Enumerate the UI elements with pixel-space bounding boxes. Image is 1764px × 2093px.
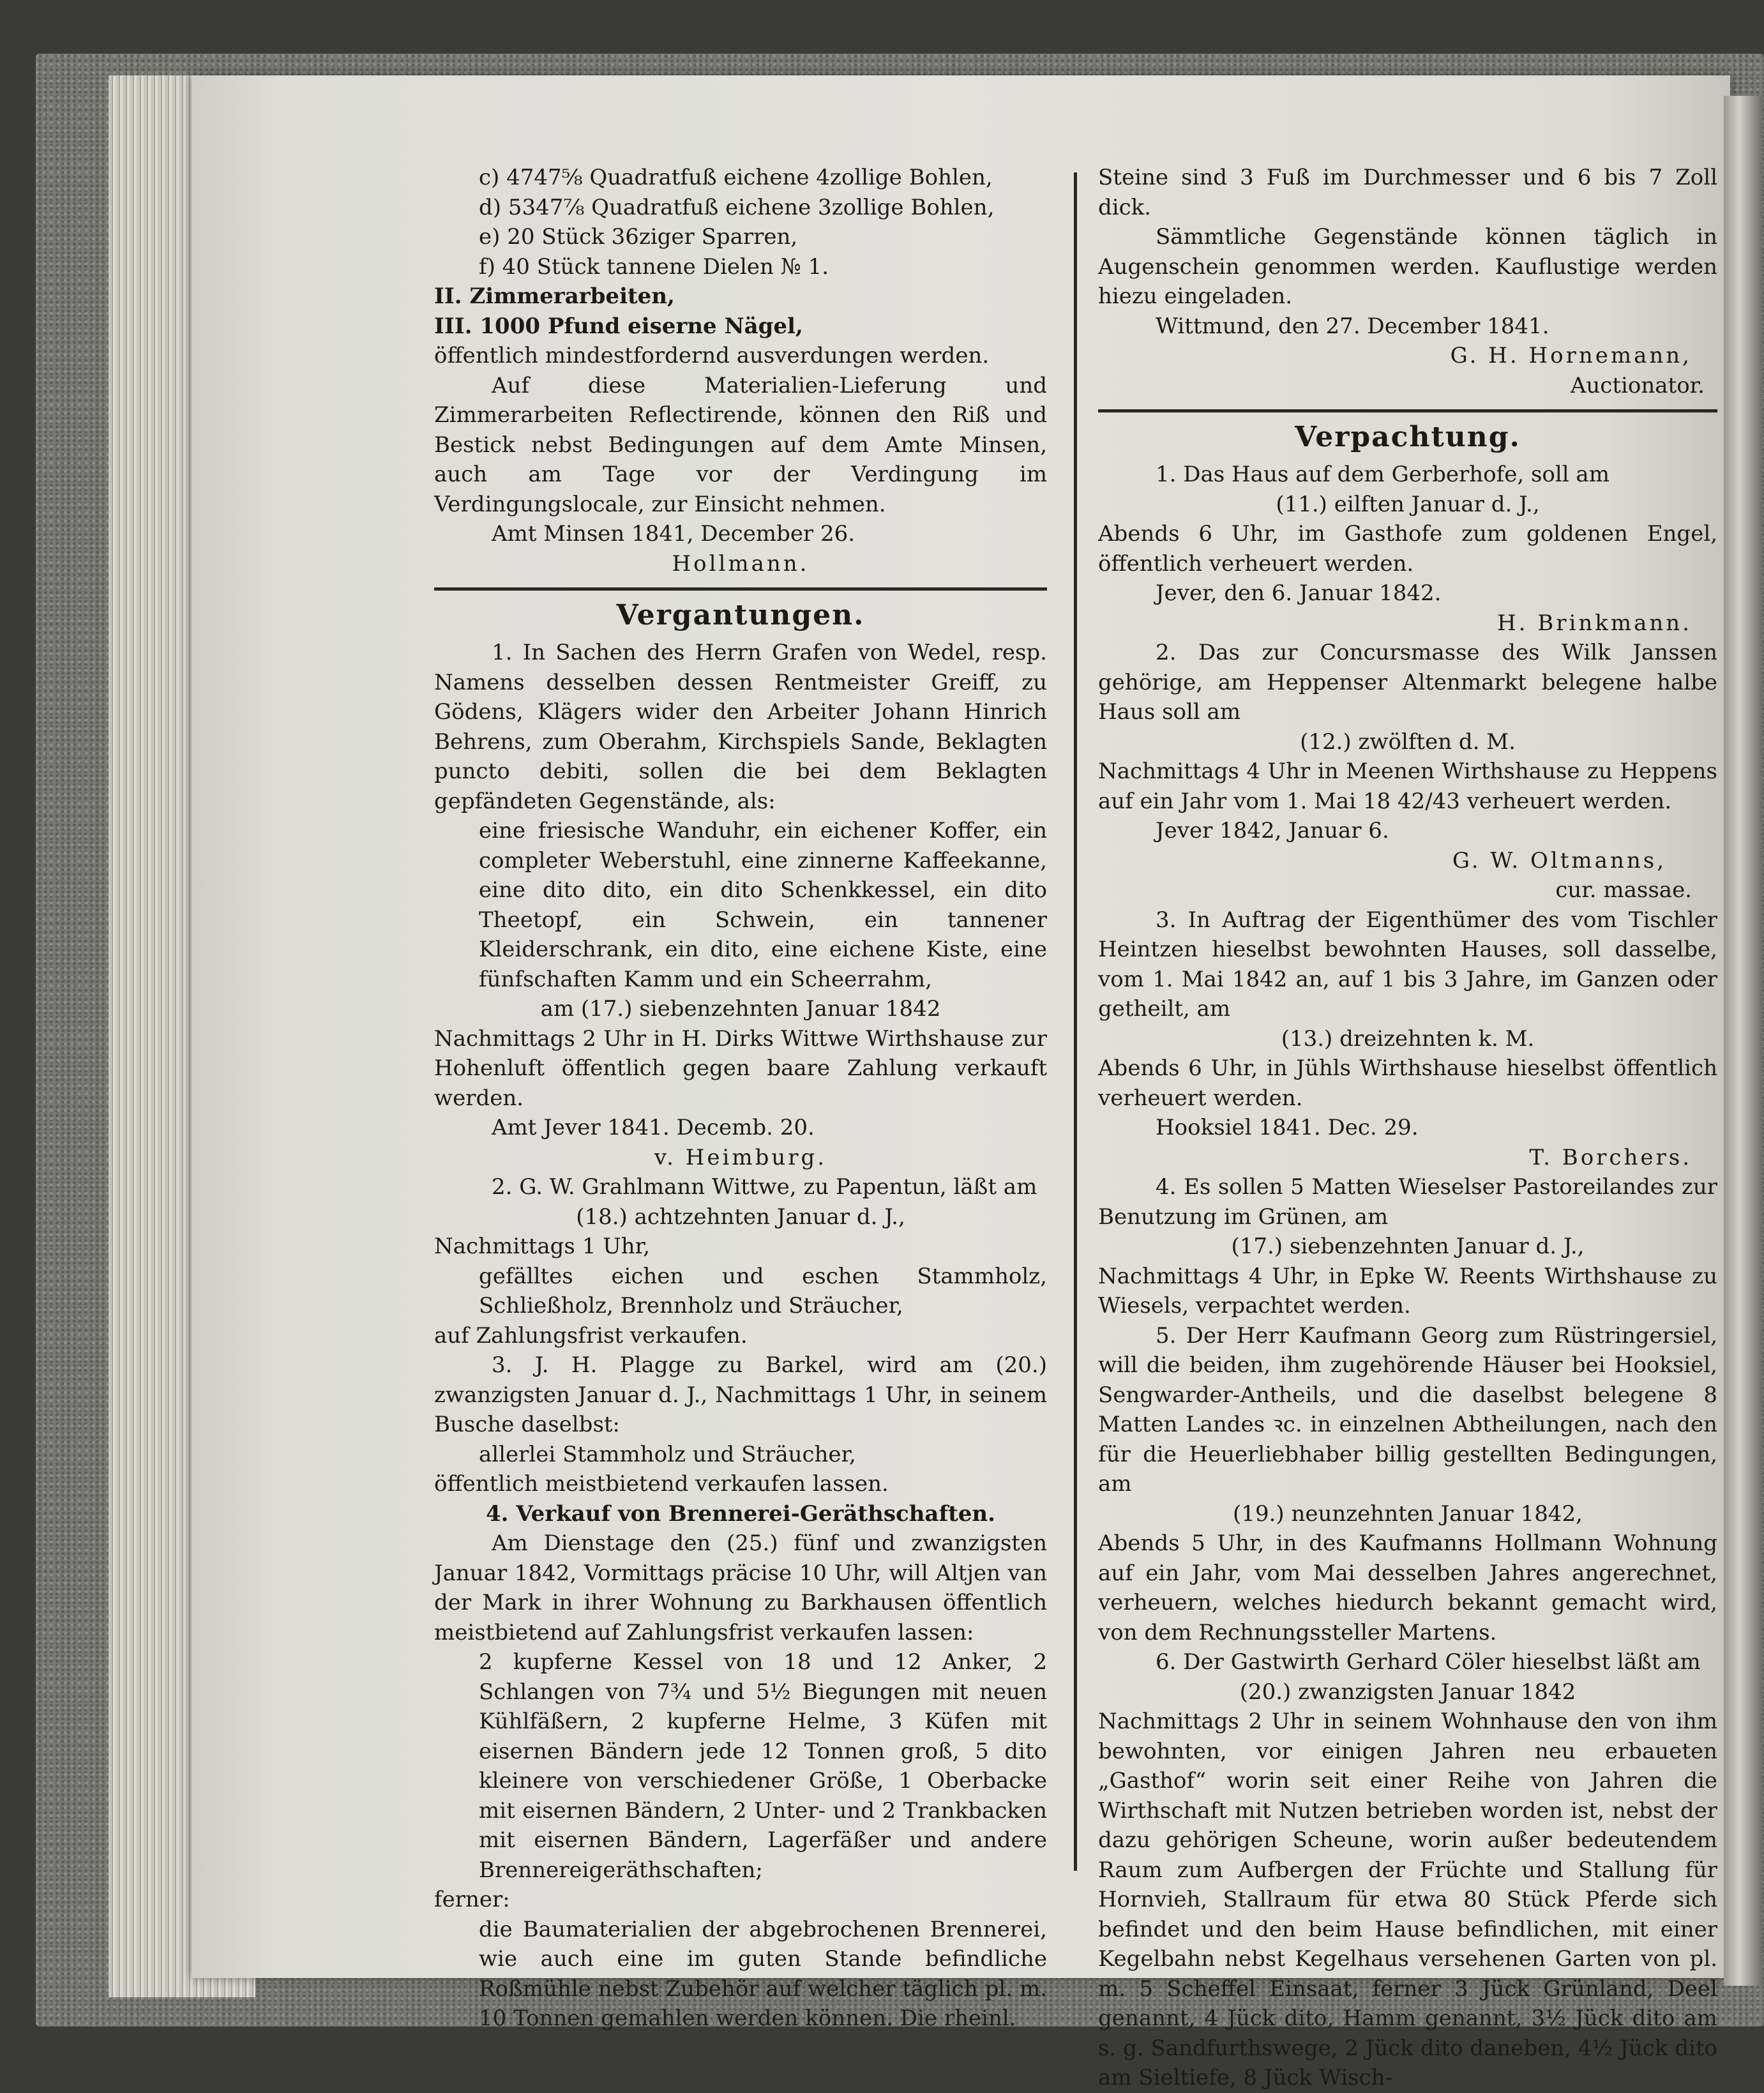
section-heading: III. 1000 Pfund eiserne Nägel, (434, 313, 803, 339)
section-heading: II. Zimmerarbeiten, (434, 283, 675, 309)
paragraph: auf Zahlungsfrist verkaufen. (434, 1322, 748, 1349)
paragraph: Auf diese Materialien-Lieferung und Zimmerarbeiten Reflectirende, können den Riß und Bestick nebst Bedingungen auf dem Amte Minsen, auch am Tage vor der Verdingung im Verdingungslocale, zur Einsicht nehmen. (434, 372, 1047, 517)
date-line: Jever 1842, Januar 6. (1156, 818, 1389, 843)
list-item: c) 4747⅝ Quadratfuß eichene 4zollige Bohlen, (479, 165, 993, 190)
paragraph: 6. Der Gastwirth Gerhard Cöler hieselbst läßt am (1156, 1649, 1701, 1675)
paragraph: öffentlich meistbietend verkaufen lassen. (434, 1471, 889, 1497)
date-line: (13.) dreizehnten k. M. (1281, 1025, 1535, 1052)
date-line: Hooksiel 1841. Dec. 29. (1156, 1115, 1419, 1140)
signature: G. H. Hornemann, (1450, 343, 1692, 368)
right-column (1098, 163, 1717, 2093)
signature-role: Auctionator. (1570, 372, 1705, 398)
date-line: Amt Jever 1841. Decemb. 20. (492, 1115, 815, 1140)
paragraph: Am Dienstage den (25.) fünf und zwanzigsten Januar 1842, Vormittags präcise 10 Uhr, will Altjen van der Mark in ihrer Wohnung zu Barkhausen öffentlich meistbietend auf Zahlungsfrist verkaufen lassen: (434, 1530, 1047, 1645)
paragraph: Nachmittags 2 Uhr in seinem Wohnhause den von ihm bewohnten, vor einigen Jahren neu erbaueten „Gasthof“ worin seit einer Reihe von Jahren die Wirthschaft mit Nutzen betrieben worden ist, nebst der dazu gehörigen Scheune, worin außer bedeutendem Raum zum Aufbergen der Früchte und Stallung für Hornvieh, Stallraum für etwa 80 Stück Pferde sich befindet und den beim Hause befindlichen, mit einer Kegelbahn nebst Kegelhaus versehenen Garten von pl. m. 5 Scheffel Einsaat, ferner 3 Jück Grünland, Deel genannt, 4 Jück dito, Hamm genannt, 3½ Jück dito am s. g. Sandfurthswege, 2 Jück dito daneben, 4½ Jück dito am Sieltiefe, 8 Jück Wisch- (1098, 1709, 1717, 2090)
signature: v. Heimburg. (654, 1144, 827, 1170)
paragraph: Nachmittags 4 Uhr in Meenen Wirthshause zu Heppens auf ein Jahr vom 1. Mai 18 42/43 verheuert werden. (1098, 759, 1717, 814)
paragraph: Abends 6 Uhr, im Gasthofe zum goldenen Engel, öffentlich verheuert werden. (1098, 521, 1717, 577)
signature: Hollmann. (672, 550, 810, 577)
paragraph: 2. G. W. Grahlmann Wittwe, zu Papentun, läßt am (492, 1174, 1037, 1200)
paragraph: 5. Der Herr Kaufmann Georg zum Rüstringersiel, will die beiden, ihm zugehörende Häuser bei Hooksiel, Sengwarder-Antheils, und die daselbst belegene 8 Matten Landes ꝛc. in einzelnen Abtheilungen, nach den für die Heuerliebhaber billig gestellten Bedingungen, am (1098, 1322, 1717, 1497)
paragraph: 1. In Sachen des Herrn Grafen von Wedel, resp. Namens desselben dessen Rentmeister Greiff, zu Gödens, Klägers wider den Arbeiter Johann Hinrich Behrens, zum Oberahm, Kirchspiels Sande, Beklagten puncto debiti, sollen die bei dem Beklagten gepfändeten Gegenstände, als: (434, 640, 1047, 814)
date-line: (11.) eilften Januar d. J., (1276, 491, 1540, 517)
paragraph: 3. J. H. Plagge zu Barkel, wird am (20.) zwanzigsten Januar d. J., Nachmittags 1 Uhr, in seinem Busche daselbst: (434, 1352, 1047, 1437)
date-line: (19.) neunzehnten Januar 1842, (1233, 1500, 1583, 1527)
signature: H. Brinkmann. (1497, 610, 1692, 636)
list-item: e) 20 Stück 36ziger Sparren, (479, 224, 798, 250)
paragraph: öffentlich mindestfordernd ausverdungen werden. (434, 343, 990, 368)
paragraph: 4. Es sollen 5 Matten Wieselser Pastoreilandes zur Benutzung im Grünen, am (1098, 1174, 1717, 1230)
paragraph: allerlei Stammholz und Sträucher, (479, 1441, 856, 1467)
paragraph: Abends 6 Uhr, in Jühls Wirthshause hieselbst öffentlich verheuert werden. (1098, 1055, 1717, 1111)
paragraph: 2. Das zur Concursmasse des Wilk Janssen gehörige, am Heppenser Altenmarkt belegene halbe Haus soll am (1098, 640, 1717, 725)
paragraph: Abends 5 Uhr, in des Kaufmanns Hollmann Wohnung auf ein Jahr, vom Mai desselben Jahres angerechnet, verheuern, welches hiedurch bekannt gemacht wird, von dem Rechnungssteller Martens. (1098, 1530, 1717, 1645)
left-column (434, 163, 1047, 2034)
date-line: (12.) zwölften d. M. (1300, 729, 1516, 755)
section-heading: 4. Verkauf von Brennerei-Geräthschaften. (486, 1500, 995, 1527)
paragraph: ferner: (434, 1887, 510, 1912)
signature: T. Borchers. (1529, 1144, 1692, 1170)
paragraph: 2 kupferne Kessel von 18 und 12 Anker, 2 Schlangen von 7¾ und 5½ Biegungen mit neuen Kühlfäßern, 2 kupferne Helme, 3 Küfen mit eisernen Bändern jede 12 Tonnen groß, 5 dito kleinere von verschiedener Größe, 1 Oberbacke mit eisernen Bändern, 2 Unter- und 2 Trankbacken mit eisernen Bändern, Lagerfäßer und andere Brennereigeräthschaften; (479, 1649, 1047, 1883)
date-line: am (17.) siebenzehnten Januar 1842 (540, 996, 941, 1022)
paragraph: die Baumaterialien der abgebrochenen Brennerei, wie auch eine im guten Stande befindliche Roßmühle nebst Zubehör auf welcher täglich pl. m. 10 Tonnen gemahlen werden können. Die rheinl. (479, 1916, 1047, 2031)
date-line: Wittmund, den 27. December 1841. (1156, 313, 1549, 339)
paragraph: 3. In Auftrag der Eigenthümer des vom Tischler Heintzen hieselbst bewohnten Hauses, soll dasselbe, vom 1. Mai 1842 an, auf 1 bis 3 Jahre, im Ganzen oder getheilt, am (1098, 907, 1717, 1022)
date-line: (17.) siebenzehnten Januar d. J., (1231, 1234, 1585, 1259)
paragraph: eine friesische Wanduhr, ein eichener Koffer, ein completer Weberstuhl, eine zinnerne Kaffeekanne, eine dito dito, ein dito Schenkkessel, ein dito Theetopf, ein Schwein, ein tannener Kleiderschrank, ein dito, eine eichene Kiste, eine fünfschaften Kamm und ein Scheerrahm, (479, 818, 1047, 992)
date-line: Amt Minsen 1841, December 26. (492, 521, 856, 547)
signature-role: cur. massae. (1555, 877, 1692, 903)
column-divider (1074, 172, 1077, 1871)
section-rule (434, 587, 1047, 591)
date-line: Jever, den 6. Januar 1842. (1156, 580, 1442, 606)
section-rule (1098, 409, 1717, 412)
paragraph: gefälltes eichen und eschen Stammholz, Schließholz, Brennholz und Sträucher, (479, 1263, 1047, 1319)
paragraph: Steine sind 3 Fuß im Durchmesser und 6 bis 7 Zoll dick. (1098, 165, 1717, 220)
list-item: d) 5347⅞ Quadratfuß eichene 3zollige Bohlen, (479, 194, 995, 220)
paragraph: Nachmittags 2 Uhr in H. Dirks Wittwe Wirthshause zur Hohenluft öffentlich gegen baare Zahlung verkauft werden. (434, 1025, 1047, 1111)
paragraph: Nachmittags 1 Uhr, (434, 1234, 651, 1259)
date-line: (18.) achtzehnten Januar d. J., (576, 1204, 905, 1230)
next-page-edge (1724, 96, 1762, 1986)
section-title: Vergantungen. (616, 599, 865, 631)
paragraph: Sämmtliche Gegenstände können täglich in Augenschein genommen werden. Kauflustige werden hiezu eingeladen. (1098, 224, 1717, 309)
paragraph: Nachmittags 4 Uhr, in Epke W. Reents Wirthshause zu Wiesels, verpachtet werden. (1098, 1263, 1717, 1319)
section-title: Verpachtung. (1295, 421, 1521, 453)
paragraph: 1. Das Haus auf dem Gerberhofe, soll am (1156, 462, 1609, 487)
signature: G. W. Oltmanns, (1452, 847, 1666, 873)
date-line: (20.) zwanzigsten Januar 1842 (1239, 1679, 1576, 1705)
list-item: f) 40 Stück tannene Dielen № 1. (479, 253, 829, 280)
